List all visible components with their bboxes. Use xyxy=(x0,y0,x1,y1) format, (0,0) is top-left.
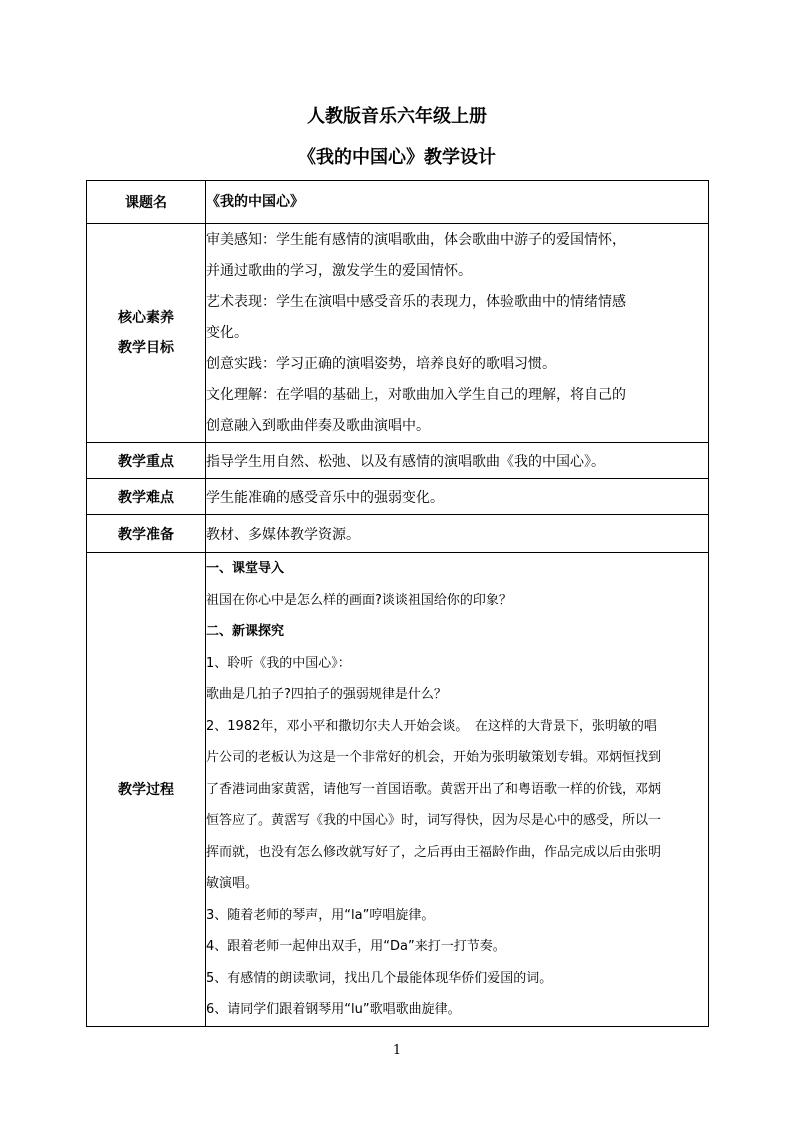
table-row-key-points xyxy=(87,443,709,479)
goal-line: 创意实践：学习正确的演唱姿势，培养良好的歌唱习惯。 xyxy=(206,355,556,372)
goals-label-line2: 教学目标 xyxy=(118,340,174,356)
process-line: 一、课堂导入 xyxy=(206,561,285,576)
table-row-difficulties xyxy=(87,479,709,515)
process-line: 挥而就，也没有怎么修改就写好了，之后再由王福龄作曲，作品完成以后由张明 xyxy=(206,844,662,860)
process-content xyxy=(206,553,709,1027)
difficulties-value: 学生能准确的感受音乐中的强弱变化。 xyxy=(206,479,709,515)
table-row-goals xyxy=(87,224,709,443)
goal-line: 文化理解：在学唱的基础上，对歌曲加入学生自己的理解，将自己的 xyxy=(206,386,626,403)
page-number: 1 xyxy=(392,1043,402,1058)
course-label: 课题名 xyxy=(87,181,206,224)
goal-line: 审美感知：学生能有感情的演唱歌曲，体会歌曲中游子的爱国情怀， xyxy=(206,231,626,248)
goals-content xyxy=(206,224,709,443)
goal-line: 并通过歌曲的学习，激发学生的爱国情怀。 xyxy=(206,262,472,279)
process-line: 祖国在你心中是怎么样的画面?谈谈祖国给你的印象？ xyxy=(206,592,512,608)
table-row-process xyxy=(87,553,709,1027)
process-line: 2、1982年，邓小平和撒切尔夫人开始会谈。 在这样的大背景下，张明敏的唱 xyxy=(206,718,657,734)
process-line: 1、聆听《我的中国心》： xyxy=(206,655,351,671)
process-line: 了香港词曲家黄霑，请他写一首国语歌。黄霑开出了和粤语歌一样的价钱，邓炳 xyxy=(206,781,662,797)
process-line: 4、跟着老师一起伸出双手，用“Da”来打一打节奏。 xyxy=(206,939,506,954)
difficulties-label: 教学难点 xyxy=(87,479,206,515)
process-line: 敏演唱。 xyxy=(206,876,259,891)
goals-label xyxy=(87,224,206,443)
document-title-line1: 人教版音乐六年级上册 xyxy=(307,106,487,127)
goals-label-line1: 核心素养 xyxy=(118,310,174,326)
process-label: 教学过程 xyxy=(87,553,206,1027)
goal-line: 变化。 xyxy=(206,324,248,341)
document-title-line2: 《我的中国心》教学设计 xyxy=(298,147,496,168)
process-line: 片公司的老板认为这是一个非常好的机会，开始为张明敏策划专辑。邓炳恒找到 xyxy=(206,750,662,765)
key-points-label: 教学重点 xyxy=(87,443,206,479)
table-row-preparation xyxy=(87,515,709,553)
course-value: 《我的中国心》 xyxy=(206,194,304,210)
table-row-course xyxy=(87,181,709,224)
process-line: 3、随着老师的琴声，用“la”哼唱旋律。 xyxy=(206,907,435,923)
goal-line: 艺术表现：学生在演唱中感受音乐的表现力，体验歌曲中的情绪情感 xyxy=(206,293,626,310)
process-line: 二、新课探究 xyxy=(206,624,285,639)
preparation-label: 教学准备 xyxy=(87,515,206,553)
lesson-plan-table xyxy=(86,180,709,1027)
key-points-value: 指导学生用自然、松弛、以及有感情的演唱歌曲《我的中国心》。 xyxy=(206,443,709,479)
process-line: 恒答应了。黄霑写《我的中国心》时，词写得快，因为尽是心中的感受，所以一 xyxy=(206,813,662,828)
process-line: 歌曲是几拍子?四拍子的强弱规律是什么？ xyxy=(206,687,447,702)
preparation-value: 教材、多媒体教学资源。 xyxy=(206,515,709,553)
process-line: 6、请同学们跟着钢琴用“lu”歌唱歌曲旋律。 xyxy=(206,1002,461,1017)
process-line: 5、有感情的朗读歌词，找出几个最能体现华侨们爱国的词。 xyxy=(206,970,553,986)
goal-line: 创意融入到歌曲伴奏及歌曲演唱中。 xyxy=(206,417,430,434)
